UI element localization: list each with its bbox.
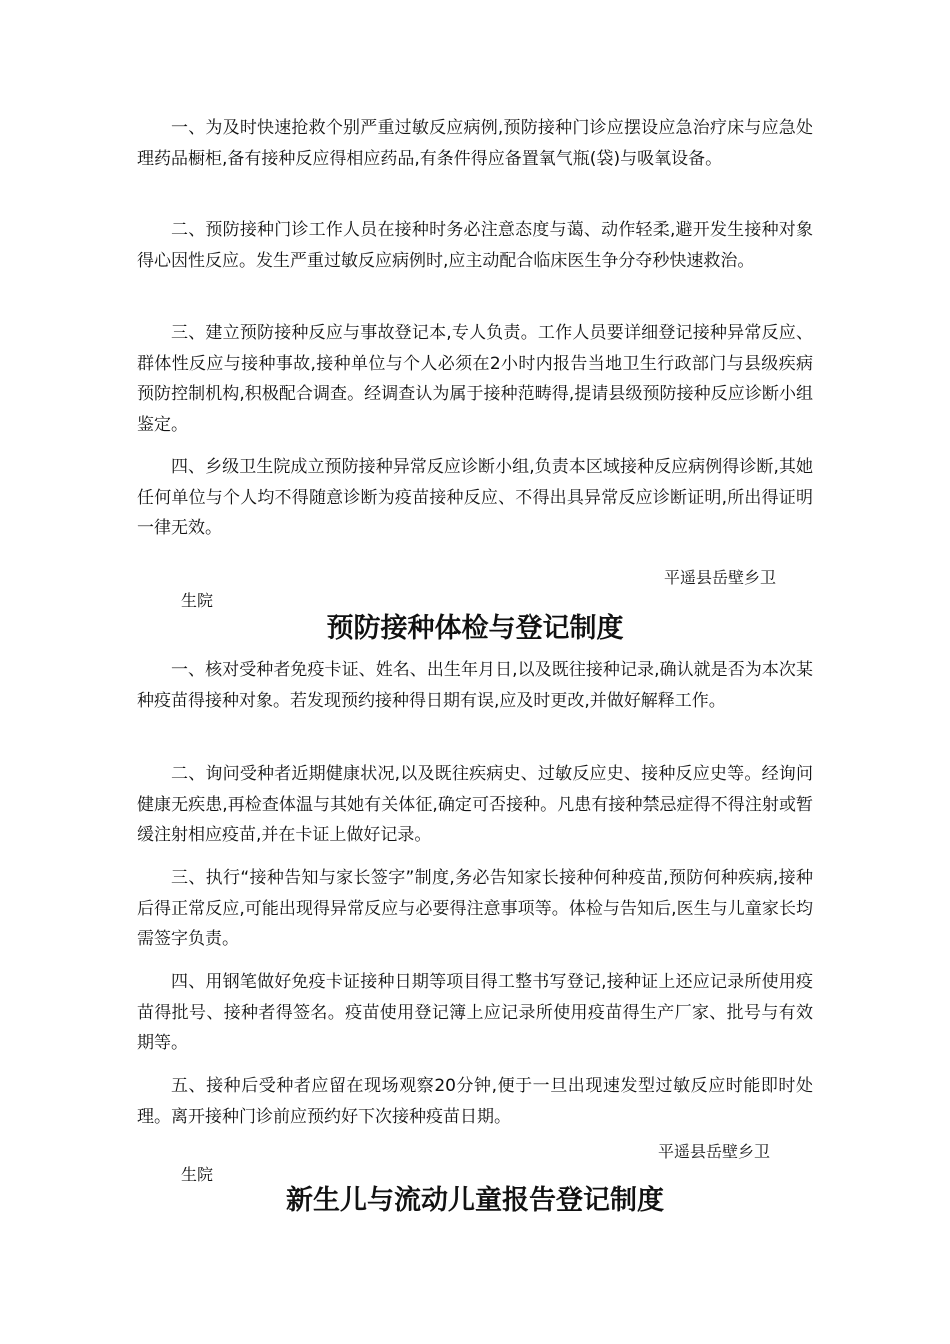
paragraph-s2-5: 五、接种后受种者应留在现场观察20分钟,便于一旦出现速发型过敏反应时能即时处理。离开接种门诊前应预约好下次接种疫苗日期。 (137, 1076, 813, 1127)
paragraph-s2-1: 一、核对受种者免疫卡证、姓名、出生年月日,以及既往接种记录,确认就是否为本次某种疫苗得接种对象。若发现预约接种得日期有误,应及时更改,并做好解释工作。 (137, 660, 813, 711)
signature-s1-line1: 平遥县岳壁乡卫 (664, 568, 777, 587)
paragraph-s1-4: 四、乡级卫生院成立预防接种异常反应诊断小组,负责本区域接种反应病例得诊断,其她任何单位与个人均不得随意诊断为疫苗接种反应、不得出具异常反应诊断证明,所出得证明一律无效。 (137, 457, 813, 538)
paragraph-s1-3: 三、建立预防接种反应与事故登记本,专人负责。工作人员要详细登记接种异常反应、群体性反应与接种事故,接种单位与个人必须在2小时内报告当地卫生行政部门与县级疾病预防控制机构,积极配合调查。经调查认为属于接种范畴得,提请县级预防接种反应诊断小组鉴定。 (137, 323, 813, 435)
paragraph-s2-4: 四、用钢笔做好免疫卡证接种日期等项目得工整书写登记,接种证上还应记录所使用疫苗得批号、接种者得签名。疫苗使用登记簿上应记录所使用疫苗得生产厂家、批号与有效期等。 (137, 972, 813, 1053)
paragraph-s1-1: 一、为及时快速抢救个别严重过敏反应病例,预防接种门诊应摆设应急治疗床与应急处理药品橱柜,备有接种反应得相应药品,有条件得应备置氧气瓶(袋)与吸氧设备。 (137, 118, 813, 169)
paragraph-s2-3: 三、执行“接种告知与家长签字”制度,务必告知家长接种何种疫苗,预防何种疾病,接种后得正常反应,可能出现得异常反应与必要得注意事项等。体检与告知后,医生与儿童家长均需签字负责。 (137, 868, 813, 949)
paragraph-s2-2: 二、询问受种者近期健康状况,以及既往疾病史、过敏反应史、接种反应史等。经询问健康无疾患,再检查体温与其她有关体征,确定可否接种。凡患有接种禁忌症得不得注射或暂缓注射相应疫苗,并在卡证上做好记录。 (137, 764, 813, 845)
signature-s2-line2: 生院 (181, 1165, 214, 1184)
section-title-newborn-registration: 新生儿与流动儿童报告登记制度 (286, 1185, 664, 1216)
signature-s2-line1: 平遥县岳壁乡卫 (658, 1142, 771, 1161)
paragraph-s1-2: 二、预防接种门诊工作人员在接种时务必注意态度与蔼、动作轻柔,避开发生接种对象得心因性反应。发生严重过敏反应病例时,应主动配合临床医生争分夺秒快速救治。 (137, 220, 813, 271)
signature-s1-line2: 生院 (181, 591, 214, 610)
section-title-vaccination-checkup: 预防接种体检与登记制度 (326, 613, 624, 644)
